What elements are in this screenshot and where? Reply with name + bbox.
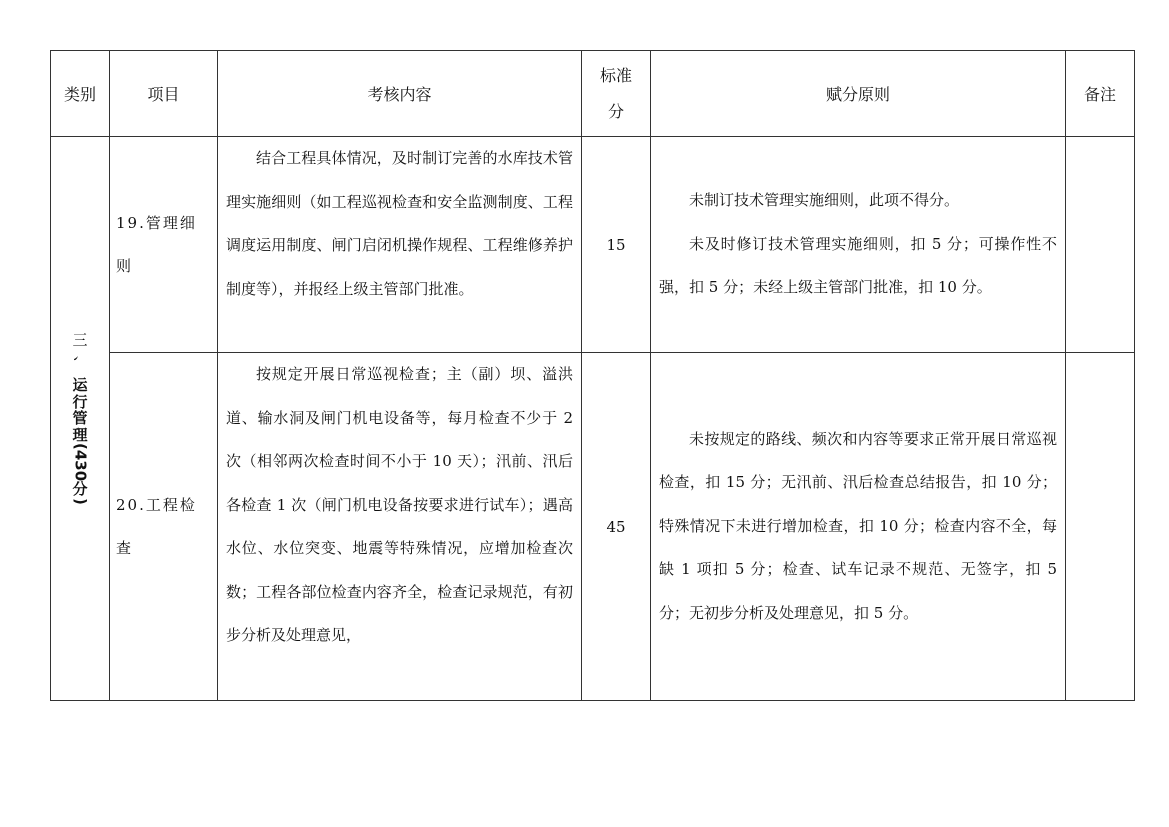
header-principle: 赋分原则 (651, 51, 1066, 137)
header-score (582, 51, 651, 137)
table-row (51, 137, 1135, 353)
content-text: 结合工程具体情况，及时制订完善的水库技术管理实施细则（如工程巡视检查和安全监测制度、工程调度运用制度、闸门启闭机操作规程、工程维修养护制度等），并报经上级主管部门批准。 (226, 149, 573, 298)
score-cell: 15 (582, 137, 651, 353)
score-cell: 45 (582, 353, 651, 701)
category-vertical-text (72, 332, 89, 505)
content-text: 按规定开展日常巡视检查；主（副）坝、溢洪道、输水洞及闸门机电设备等，每月检查不少于 2 次（相邻两次检查时间不小于 10 天）；汛前、汛后各检查 1 次（闸门机电设备按要求进行试车）；遇高水位、水位突变、地震等特殊情况，应增加检查次数；工程各部位检查内容齐全，检查记录规范，有初步分析及处理意见， (226, 365, 573, 644)
category-number: 三 (72, 331, 88, 350)
header-category: 类别 (51, 51, 110, 137)
header-remark: 备注 (1066, 51, 1135, 137)
content-cell (218, 137, 582, 353)
header-content: 考核内容 (218, 51, 582, 137)
principle-paragraph: 未按规定的路线、频次和内容等要求正常开展日常巡视检查，扣 15 分；无汛前、汛后检查总结报告，扣 10 分；特殊情况下未进行增加检查，扣 10 分；检查内容不全，每缺 1 项扣 5 分；检查、试车记录不规范、无签字，扣 5 分；无初步分析及处理意见，扣 5 分。 (659, 429, 1057, 622)
principle-paragraph: 未制订技术管理实施细则，此项不得分。 (689, 191, 960, 210)
category-name: 运 行 管 理 (430 分 ) (71, 376, 90, 505)
header-item: 项目 (110, 51, 218, 137)
category-mark: 、 (71, 355, 90, 371)
remark-cell (1066, 353, 1135, 701)
table-row (51, 353, 1135, 701)
assessment-table (50, 50, 1135, 701)
category-cell (51, 137, 110, 701)
header-row (51, 51, 1135, 137)
header-score-line1: 标准 (599, 65, 632, 85)
remark-cell (1066, 137, 1135, 353)
item-cell: 20.工程检查 (110, 353, 218, 701)
principle-cell (651, 137, 1066, 353)
principle-paragraph: 未及时修订技术管理实施细则，扣 5 分；可操作性不强，扣 5 分；未经上级主管部门批准，扣 10 分。 (659, 234, 1057, 297)
content-cell (218, 353, 582, 701)
item-cell: 19.管理细则 (110, 137, 218, 353)
principle-cell (651, 353, 1066, 701)
header-score-line2: 分 (607, 101, 624, 121)
